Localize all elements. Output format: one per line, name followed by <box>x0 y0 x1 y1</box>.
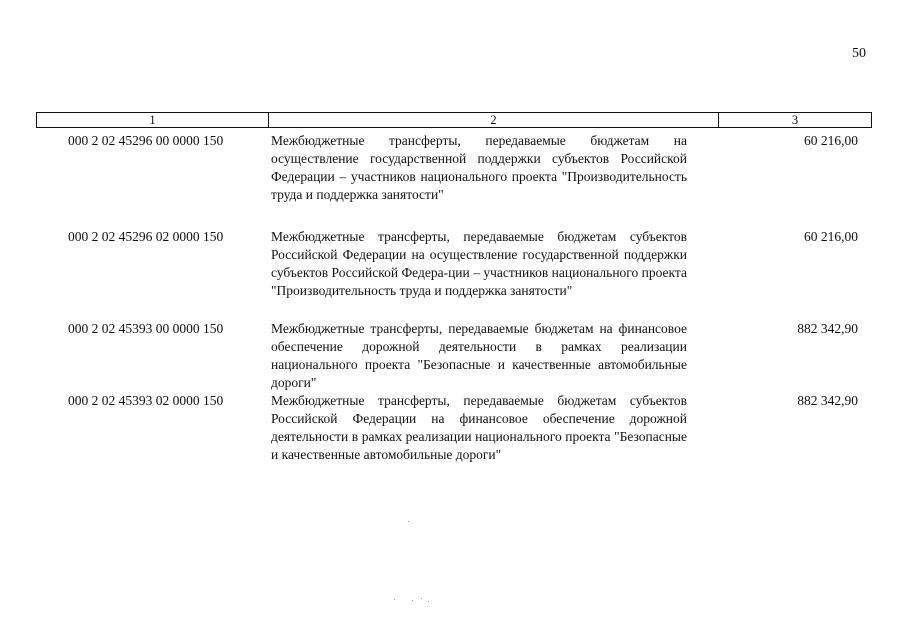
row-amount: 882 342,90 <box>797 321 858 336</box>
row-amount: 882 342,90 <box>797 393 858 408</box>
budget-code: 000 2 02 45393 02 0000 150 <box>68 393 224 408</box>
scan-speck <box>394 599 395 600</box>
table-row <box>36 228 872 320</box>
row-description: Межбюджетные трансферты, передаваемые бюджетам на осуществление государственной поддержки субъектов Российской Федерации – участников национального проекта "Производительность труда и поддержка занятости" <box>271 133 687 202</box>
column-header-2: 2 <box>269 113 719 127</box>
scan-speck <box>412 600 413 601</box>
page-number: 50 <box>852 46 866 61</box>
budget-code: 000 2 02 45296 00 0000 150 <box>68 133 224 148</box>
scan-speck <box>421 598 422 599</box>
table-row <box>36 392 872 468</box>
column-header-1: 1 <box>37 113 269 127</box>
scan-speck <box>428 601 429 602</box>
row-description: Межбюджетные трансферты, передаваемые бюджетам субъектов Российской Федерации на осуществление государственной поддержки субъектов Российской Федера-ции – участников национального проекта "Производительность труда и поддержка занятости" <box>271 229 687 298</box>
row-amount: 60 216,00 <box>804 229 858 244</box>
table-header <box>36 112 872 128</box>
row-amount: 60 216,00 <box>804 133 858 148</box>
column-header-3: 3 <box>791 113 799 127</box>
budget-code: 000 2 02 45296 02 0000 150 <box>68 229 224 244</box>
row-description: Межбюджетные трансферты, передаваемые бюджетам субъектов Российской Федерации на финансовое обеспечение дорожной деятельности в рамках реализации национального проекта "Безопасные и качественные автомобильные дороги" <box>271 393 687 462</box>
scan-speck <box>408 521 409 522</box>
budget-code: 000 2 02 45393 00 0000 150 <box>68 321 224 336</box>
table-row <box>36 320 872 392</box>
table-body <box>36 132 872 468</box>
row-description: Межбюджетные трансферты, передаваемые бюджетам на финансовое обеспечение дорожной деятельности в рамках реализации национального проекта "Безопасные и качественные автомобильные дороги" <box>271 321 687 390</box>
table-row <box>36 132 872 228</box>
